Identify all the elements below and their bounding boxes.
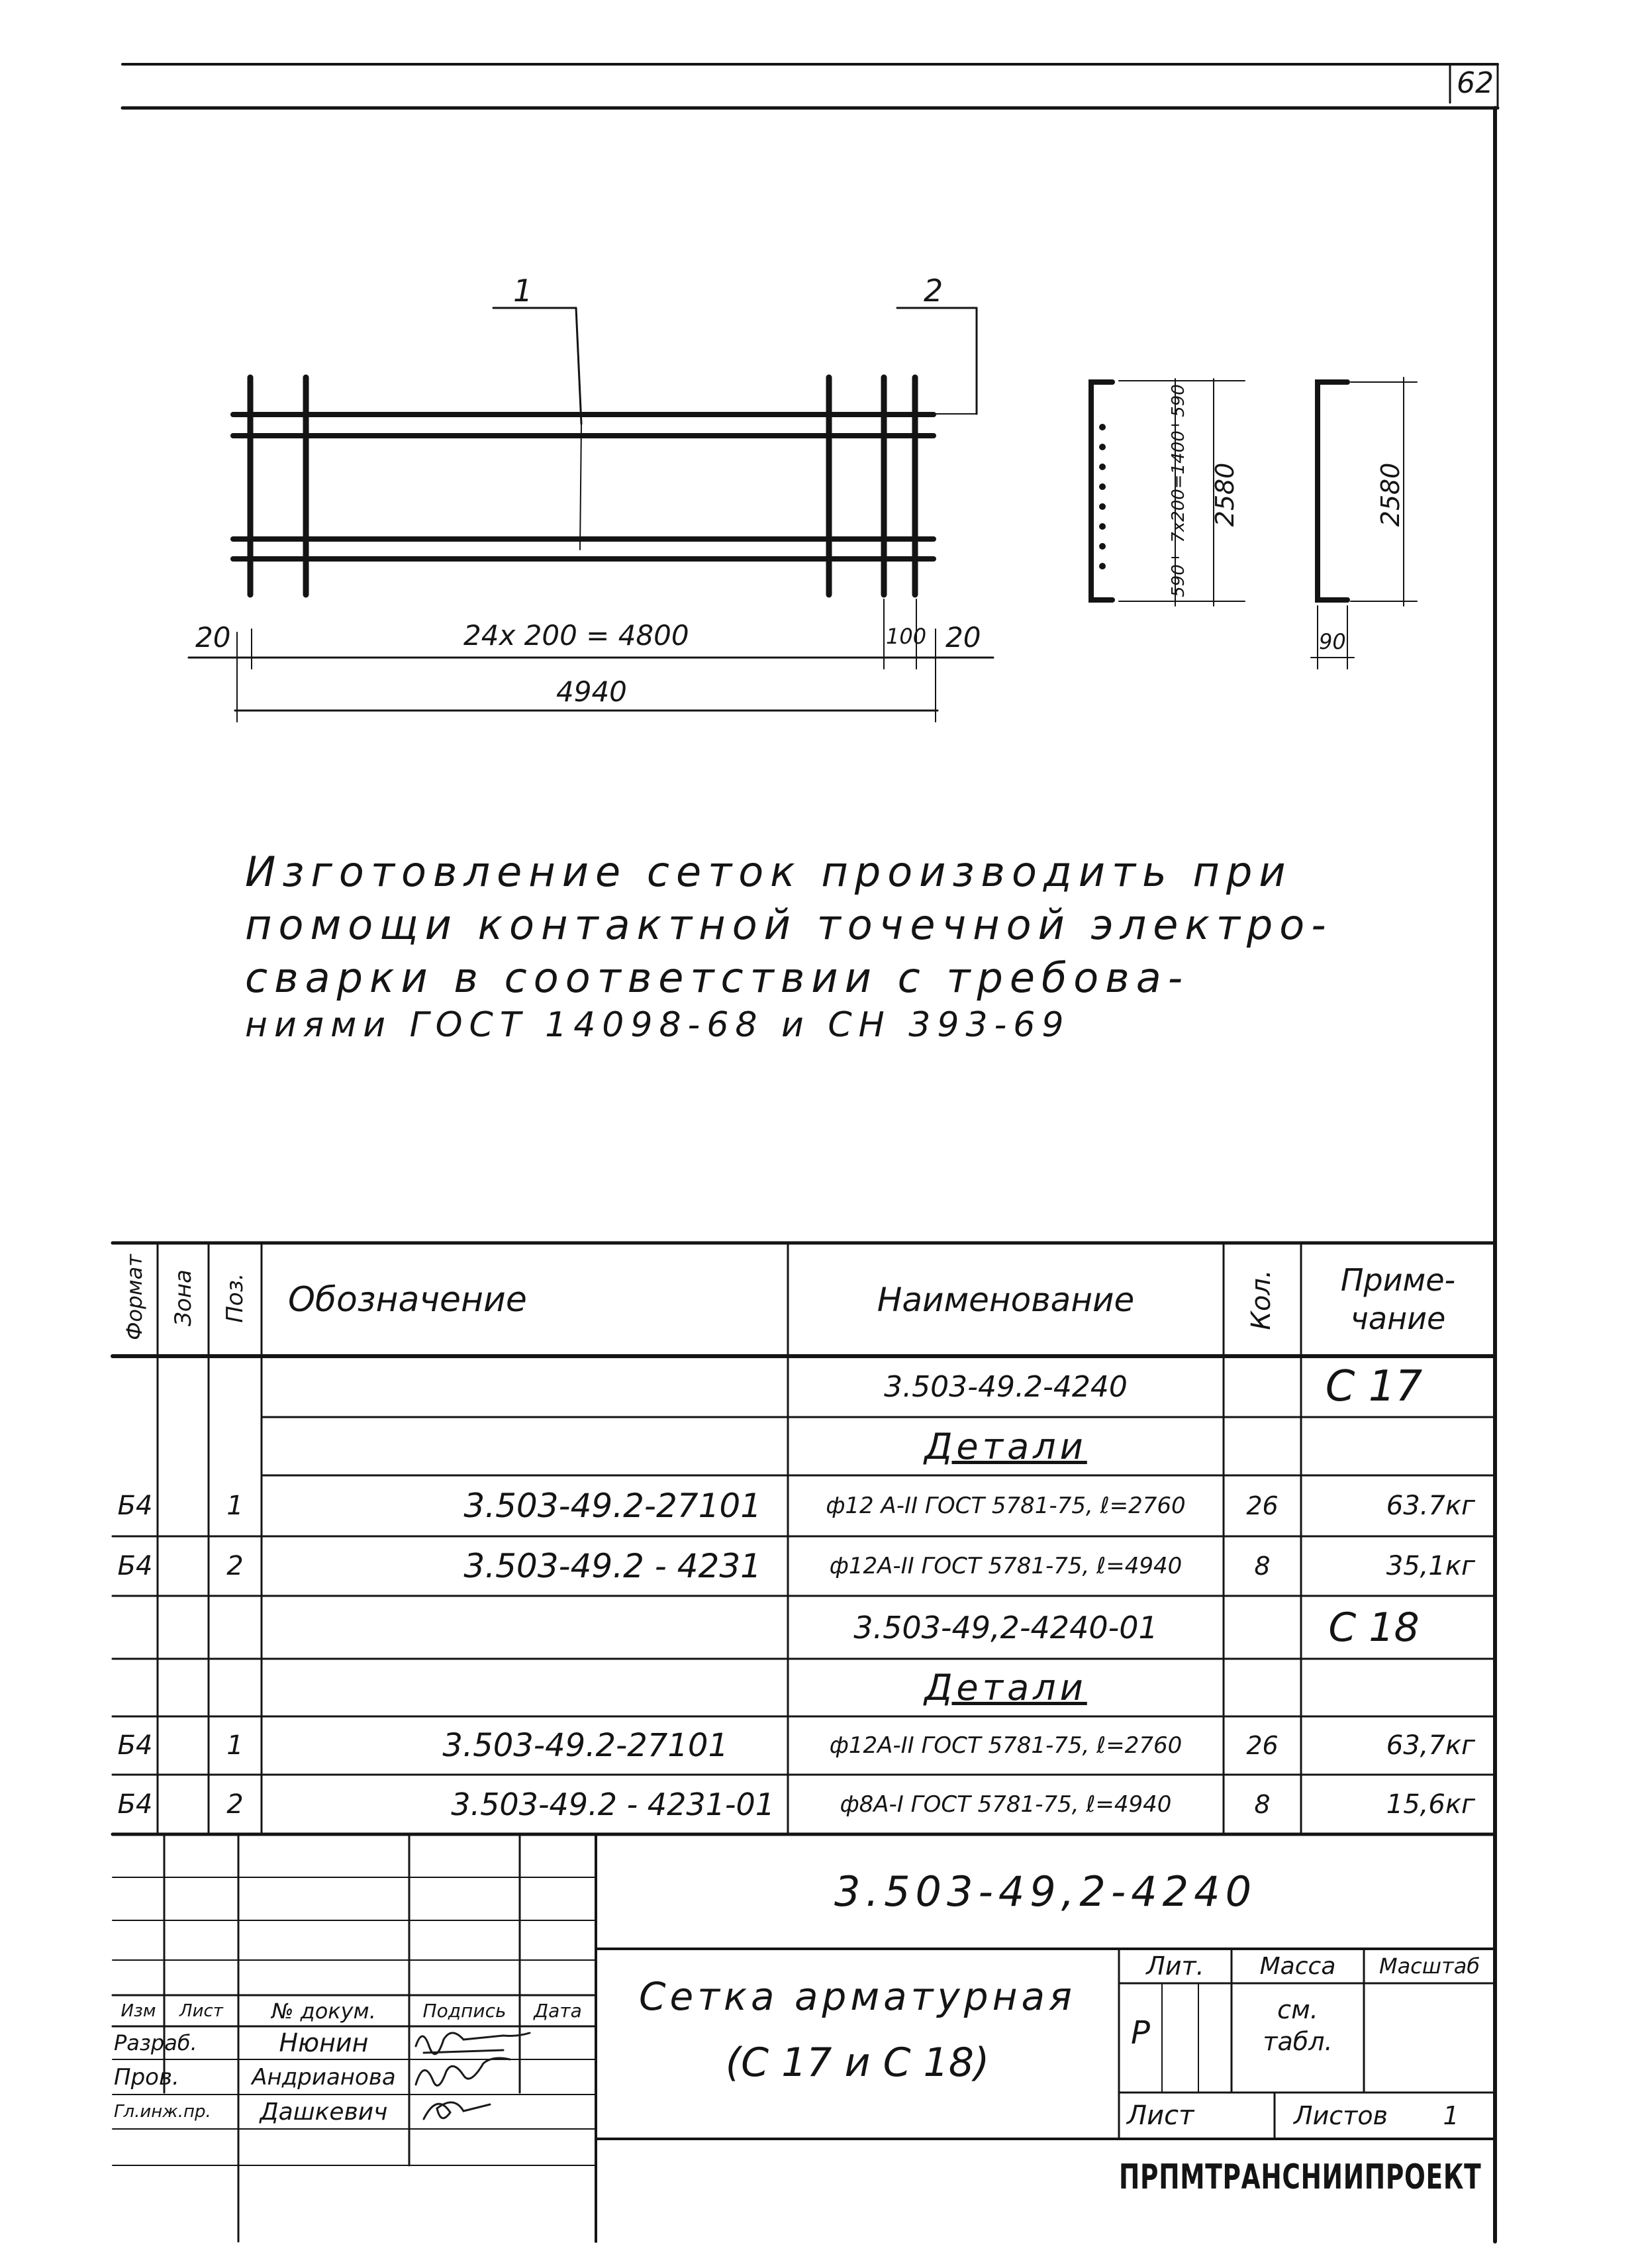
mass-value-line-2: табл. [1263,2027,1333,2056]
mass-value-line-1: см. [1277,1995,1318,2024]
spec-row-8-qty: 8 [1254,1790,1271,1819]
dim-spacing: 24x 200 = 4800 [463,619,689,652]
section1-bottom-dim: 590 [1169,564,1188,597]
section1-height-dim: 2580 [1210,462,1239,527]
col-header-date: Дата [534,2000,582,2022]
section1-mid-dim: 7x200=1400 [1169,430,1188,543]
note-line-4: ниями ГОСТ 14098-68 и СН 393-69 [245,1005,1071,1045]
spec-row-8-designation: 3.503-49.2 - 4231-01 [451,1787,775,1822]
title-line-2: (С 17 и С 18) [725,2040,990,2086]
leader-label-1: 2 [924,273,943,309]
col-header-doc-no: № докум. [271,1998,376,2024]
spec-row-6-name: Детали [924,1667,1087,1708]
spec-row-7-pos: 1 [226,1730,244,1761]
header-zone: Зона [170,1269,197,1326]
spec-row-7-note: 63,7кг [1386,1730,1475,1761]
spec-row-5-note: С 18 [1328,1604,1420,1651]
name-developer: Нюнин [279,2028,369,2057]
header-qty: Кол. [1246,1269,1277,1330]
spec-row-4-pos: 2 [226,1551,244,1581]
spec-row-3-name: ф12 А-II ГОСТ 5781-75, ℓ=2760 [826,1493,1186,1519]
note-line-3: сварки в соответствии с требова- [245,954,1190,1002]
spec-row-4-qty: 8 [1254,1552,1271,1581]
doc-code: 3.503-49,2-4240 [834,1867,1257,1916]
title-line-1: Сетка арматурная [639,1974,1076,2019]
spec-row-4-name: ф12А-II ГОСТ 5781-75, ℓ=4940 [829,1553,1183,1579]
spec-row-4-format: Б4 [117,1551,153,1581]
header-name: Наименование [877,1280,1135,1319]
spec-row-4-note: 35,1кг [1386,1551,1475,1581]
spec-row-7-designation: 3.503-49.2-27101 [442,1727,728,1764]
spec-row-5-name: 3.503-49,2-4240-01 [853,1609,1158,1646]
spec-row-7-name: ф12А-II ГОСТ 5781-75, ℓ=2760 [829,1732,1183,1759]
section1-top-dim: 590 [1169,384,1188,417]
spec-row-3-designation: 3.503-49.2-27101 [463,1487,761,1525]
spec-row-8-format: Б4 [117,1789,153,1820]
spec-row-3-format: Б4 [117,1491,153,1521]
scale-label: Масштаб [1378,1953,1480,1979]
spec-row-8-name: ф8А-I ГОСТ 5781-75, ℓ=4940 [840,1791,1172,1818]
col-header-list: Лист [179,2000,223,2021]
lit-value: Р [1131,2014,1150,2051]
dim-right-end: 20 [945,621,981,654]
note-line-2: помощи контактной точечной электро- [245,901,1333,949]
dim-last-gap: 100 [886,624,927,649]
spec-row-2-name: Детали [924,1425,1087,1467]
spec-row-7-qty: 26 [1246,1731,1279,1760]
role-developer: Разраб. [114,2030,197,2055]
organization-name: ПРПМТРАНСНИИПРОЕКТ [1119,2157,1482,2197]
section2-width-dim: 90 [1319,629,1346,654]
leader-label-2: 1 [513,273,533,309]
dim-left-end: 20 [195,621,231,654]
sheets-value: 1 [1443,2101,1459,2130]
spec-row-4-designation: 3.503-49.2 - 4231 [463,1547,761,1585]
spec-row-1-name: 3.503-49.2-4240 [884,1369,1128,1404]
spec-row-7-format: Б4 [117,1730,153,1761]
section2-height-dim: 2580 [1376,462,1405,527]
role-chief-engineer: Гл.инж.пр. [114,2102,211,2122]
col-header-izm: Изм [121,2000,156,2021]
header-designation: Обозначение [288,1279,527,1320]
spec-row-3-pos: 1 [226,1491,244,1521]
spec-row-1-note: С 17 [1325,1362,1423,1411]
header-format: Формат [122,1254,147,1340]
sheet-label: Лист [1127,2100,1194,2131]
dim-total: 4940 [556,675,627,708]
page-number: 62 [1457,66,1494,100]
note-line-1: Изготовление сеток производить при [245,848,1292,896]
mass-label: Масса [1259,1952,1336,1980]
role-checker: Пров. [114,2063,179,2091]
header-note: Приме- чание [1340,1262,1456,1336]
col-header-signature: Подпись [422,2000,507,2022]
header-pos: Поз. [222,1273,248,1323]
name-chief-engineer: Дашкевич [260,2098,388,2126]
lit-label: Лит. [1146,1951,1204,1981]
sheets-label: Листов [1294,2101,1388,2130]
spec-row-8-note: 15,6кг [1386,1789,1475,1820]
name-checker: Андрианова [252,2063,396,2091]
spec-row-3-qty: 26 [1246,1491,1279,1520]
spec-row-8-pos: 2 [226,1789,244,1820]
spec-row-3-note: 63.7кг [1386,1491,1475,1521]
